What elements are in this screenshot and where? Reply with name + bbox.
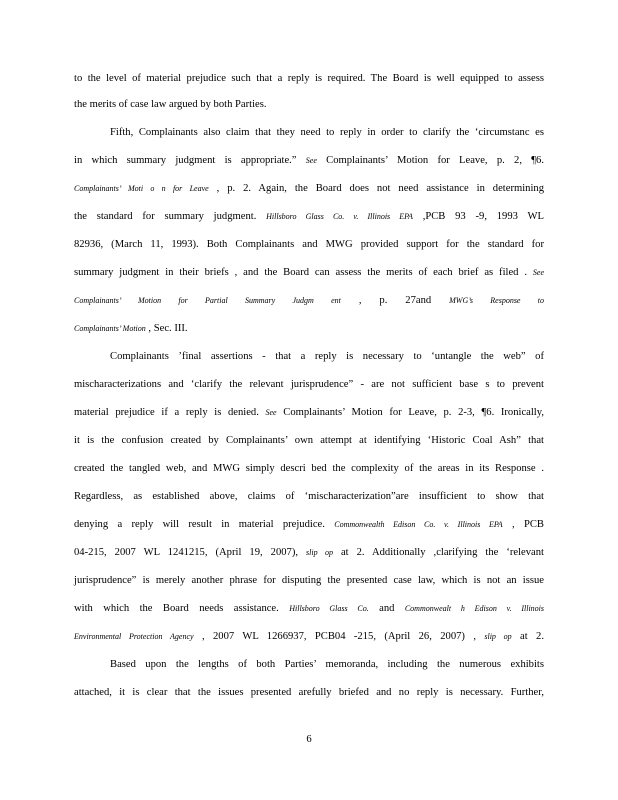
text-run: ,PCB 93 -9, 1993 WL [412,211,544,222]
text-run: , Sec. III. [145,323,188,334]
text-run: at 2. Additionally ,clarifying the ‘relevant [332,547,544,558]
italic-citation: Commonwealt h Edison v. Illinois [404,604,545,613]
text-line [74,630,544,644]
text-run: 82936, (March 11, 1993). Both Complainants and MWG provided support for the standard for [74,239,544,250]
text-run: the merits of case law argued by both Parties. [74,99,267,110]
text-run: summary judgment in their briefs , and the Board can assess the merits of each brief as filed . [74,267,533,278]
text-line [74,154,544,168]
text-line [110,350,544,364]
text-line [74,574,544,588]
text-line [74,72,544,86]
text-line [74,238,544,252]
italic-citation: slip op [306,548,333,557]
text-run: mischaracterizations and ‘clarify the relevant jurisprudence” - are not sufficient base s to prevent [74,379,544,390]
italic-citation: slip op [484,632,512,641]
text-run: Complainants ’final assertions - that a reply is necessary to ‘untangle the web” of [110,351,544,362]
text-run: denying a reply will result in material prejudice. [74,519,335,530]
text-line [74,686,544,700]
text-line [74,98,544,112]
text-line [74,294,544,308]
text-run: , PCB [502,519,544,530]
text-line [74,210,544,224]
text-line [110,658,544,672]
text-line [74,602,544,616]
italic-citation: Commonwealth Edison Co. v. Illinois EPA [334,520,503,529]
text-line [74,462,544,476]
text-run: and [368,603,405,614]
text-run: jurisprudence” is merely another phrase for disputing the presented case law, which is not an issue [74,575,544,586]
text-run: created the tangled web, and MWG simply descri bed the complexity of the areas in its Response . [74,463,544,474]
text-line [74,322,544,336]
italic-citation: Hillsboro Glass Co. v. Illinois EPA [266,212,413,221]
text-run: the standard for summary judgment. [74,211,267,222]
text-run: Complainants’ Motion for Leave, p. 2-3, ¶6. Ironically, [276,407,545,418]
italic-citation: Hillsboro Glass Co. [289,604,369,613]
text-line [74,546,544,560]
text-run: it is the confusion created by Complainants’ own attempt at identifying ‘Historic Coal Ash” that [74,435,544,446]
text-run: at 2. [511,631,545,642]
text-line [74,266,544,280]
italic-citation: MWG’s Response to [449,296,544,305]
text-line [110,126,544,140]
italic-citation: See [305,156,317,165]
text-run: material prejudice if a reply is denied. [74,407,266,418]
text-run: with which the Board needs assistance. [74,603,290,614]
italic-citation: See [265,408,277,417]
text-run: Regardless, as established above, claims of ‘mischaracterization”are insufficient to show that [74,491,544,502]
text-run: attached, it is clear that the issues presented arefully briefed and no reply is necessary. Further, [74,687,544,698]
text-line [74,406,544,420]
italic-citation: Complainants’ Motion for Partial Summary Judgm ent [74,296,341,305]
italic-citation: Complainants’ Motion [74,324,146,333]
text-line [74,490,544,504]
page-number: 6 [306,734,312,745]
text-line [74,182,544,196]
text-run: Based upon the lengths of both Parties’ memoranda, including the numerous exhibits [110,659,544,670]
text-line [74,518,544,532]
text-run: 04-215, 2007 WL 1241215, (April 19, 2007), [74,547,307,558]
text-run: Fifth, Complainants also claim that they need to reply in order to clarify the ‘circumstanc es [110,127,544,138]
italic-citation: Complainants’ Moti o n for Leave [74,184,209,193]
italic-citation: Environmental Protection Agency [74,632,194,641]
text-run: to the level of material prejudice such that a reply is required. The Board is well equipped to assess [74,73,544,84]
text-run: , p. 2. Again, the Board does not need assistance in determining [208,183,544,194]
text-run: , 2007 WL 1266937, PCB04 -215, (April 26, 2007) , [193,631,485,642]
text-line [74,378,544,392]
text-run: Complainants’ Motion for Leave, p. 2, ¶6. [316,155,544,166]
text-run: , p. 27and [340,295,450,306]
text-run: in which summary judgment is appropriate.” [74,155,306,166]
text-line [74,434,544,448]
italic-citation: See [532,268,544,277]
